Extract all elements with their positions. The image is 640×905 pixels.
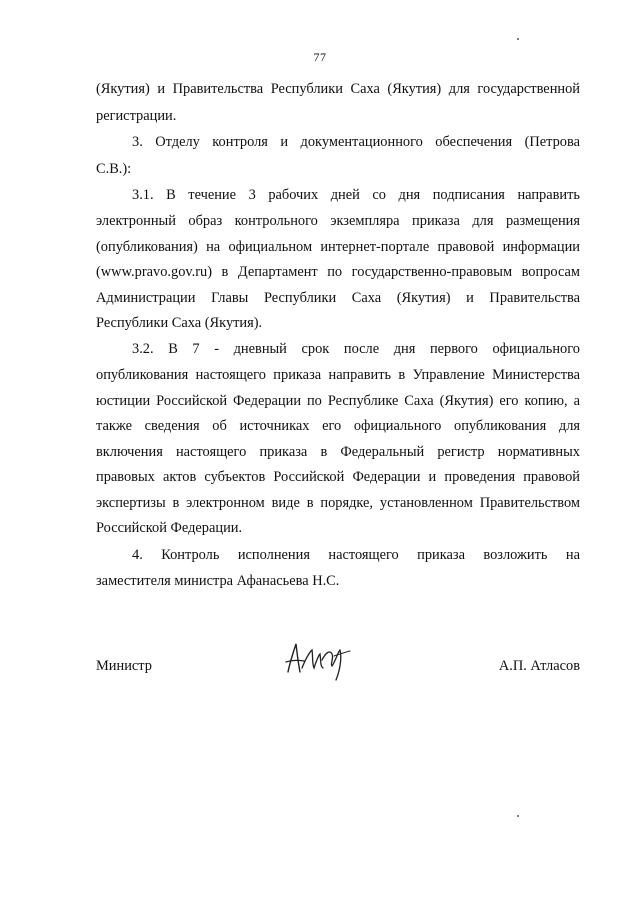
scan-speck [517,38,519,40]
text-line: Российской Федерации. [96,520,243,536]
text-line: С.В.): [96,161,132,177]
text-line: электронный образ контрольного экземпляра приказа для размещения [96,213,580,229]
text-line: также сведения об источниках его официального опубликования для [96,418,580,434]
text-line: Администрации Главы Республики Саха (Якутия) и Правительства [96,290,580,306]
text-line: правовых актов субъектов Российской Федерации и проведения правовой [96,469,580,485]
signer-name: А.П. Атласов [498,658,580,674]
text-line: 4. Контроль исполнения настоящего приказа возложить на [132,547,580,563]
text-line: включения настоящего приказа в Федеральный регистр нормативных [96,444,580,460]
signer-title: Министр [96,658,152,674]
scan-speck [517,815,519,817]
page-number: 77 [313,50,327,64]
text-line: юстиции Российской Федерации по Республике Саха (Якутия) его копию, а [96,393,580,409]
text-line: 3.2. В 7 - дневный срок после дня первого официального [132,341,580,357]
text-line: 3. Отделу контроля и документационного обеспечения (Петрова [132,134,580,150]
text-line: экспертизы в электронном виде в порядке, установленном Правительством [96,495,580,511]
text-line: Республики Саха (Якутия). [96,315,263,331]
text-line: (Якутия) и Правительства Республики Саха (Якутия) для государственной [96,81,580,97]
text-line: (www.pravo.gov.ru) в Департамент по государственно-правовым вопросам [96,264,580,280]
text-line: (опубликования) на официальном интернет-портале правовой информации [96,239,580,255]
handwritten-signature [282,638,354,684]
text-line: 3.1. В течение 3 рабочих дней со дня подписания направить [132,187,580,203]
text-line: регистрации. [96,108,177,124]
text-line: заместителя министра Афанасьева Н.С. [96,573,340,589]
text-line: опубликования настоящего приказа направить в Управление Министерства [96,367,580,383]
